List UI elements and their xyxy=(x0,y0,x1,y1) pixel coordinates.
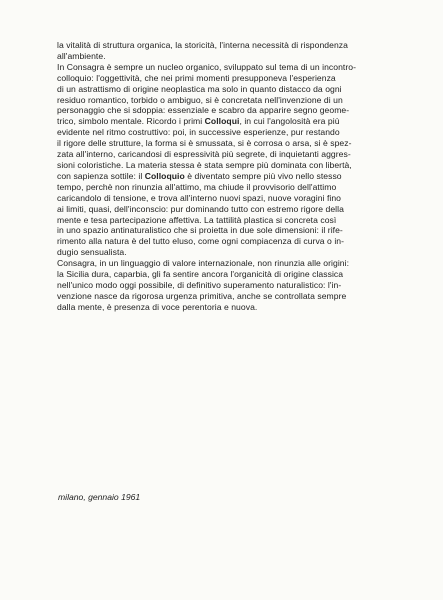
text-line: personaggio che si sdoppia: essenziale e scabro da apparire segno geome- xyxy=(57,105,350,116)
text-line: evidente nel ritmo costruttivo: poi, in successive esperienze, pur restando xyxy=(57,127,340,138)
text-line: nell'unico modo oggi possibile, di definitivo superamento naturalistico: l'in- xyxy=(57,279,342,290)
text-line: di un astrattismo di origine neoplastica ma solo in quanto distacco da ogni xyxy=(57,83,342,94)
text-segment: con sapienza sottile: il xyxy=(57,170,145,181)
text-line: In Consagra è sempre un nucleo organico, sviluppato sul tema di un incontro- xyxy=(57,61,357,72)
bold-term-colloqui: Colloqui xyxy=(204,116,240,127)
text-line: dalla mente, è presenza di voce perentoria e nuova. xyxy=(57,301,258,312)
text-line-with-bold xyxy=(57,116,402,127)
text-line: sioni coloristiche. La materia stessa è stata sempre più dominata con libertà, xyxy=(57,159,352,170)
text-line: caricandolo di tensione, e trova all'interno nuovi spazi, nuove voragini fino xyxy=(57,192,342,203)
text-line-with-bold xyxy=(57,171,402,182)
body-text xyxy=(57,40,402,313)
text-line: residuo romantico, torbido o ambiguo, si è concretata nell'invenzione di un xyxy=(57,94,343,105)
text-line: venzione nasce da rigorosa urgenza primitiva, anche se controllata sempre xyxy=(57,290,347,301)
text-line: mente e tesa partecipazione affettiva. La tattilità plastica si concreta così xyxy=(57,214,337,225)
text-segment: trico, simbolo mentale. Ricordo i primi xyxy=(57,116,205,127)
bold-term-colloquio: Colloquio xyxy=(144,170,185,181)
text-line: all'ambiente. xyxy=(57,50,106,61)
text-segment: , in cui l'angolosità era più xyxy=(239,116,340,127)
text-line: rimento alla natura è del tutto eluso, come ogni compiacenza di curva o in- xyxy=(57,236,345,247)
signature-date: milano, gennaio 1961 xyxy=(58,492,141,502)
text-line: colloquio: l'oggettività, che nei primi momenti presupponeva l'esperienza xyxy=(57,72,336,83)
paragraph-1 xyxy=(57,40,402,62)
paragraph-2 xyxy=(57,62,402,258)
text-line: ai limiti, quasi, dell'inconscio: pur dominando tutto con estremo rigore della xyxy=(57,203,344,214)
text-line: in uno spazio antinaturalistico che si proietta in due sole dimensioni: il rife- xyxy=(57,225,343,236)
text-line: la Sicilia dura, caparbia, gli fa sentire ancora l'organicità di origine classica xyxy=(57,269,344,280)
paragraph-3 xyxy=(57,258,402,313)
text-line: tempo, perchè non rinunzia all'attimo, ma chiude il provvisorio dell'attimo xyxy=(57,181,337,192)
text-line: Consagra, in un linguaggio di valore internazionale, non rinunzia alle origini: xyxy=(57,258,350,269)
text-line: dugio sensualista. xyxy=(57,247,127,258)
text-line: il rigore delle strutture, la forma si è smussata, si è corrosa o arsa, si è spez- xyxy=(57,138,352,149)
text-line: zata all'interno, caricandosi di espressività più segrete, di inquietanti aggres- xyxy=(57,149,351,160)
text-segment: è diventato sempre più vivo nello stesso xyxy=(184,170,342,181)
text-line: la vitalità di struttura organica, la storicità, l'interna necessità di rispondenza xyxy=(57,40,348,50)
